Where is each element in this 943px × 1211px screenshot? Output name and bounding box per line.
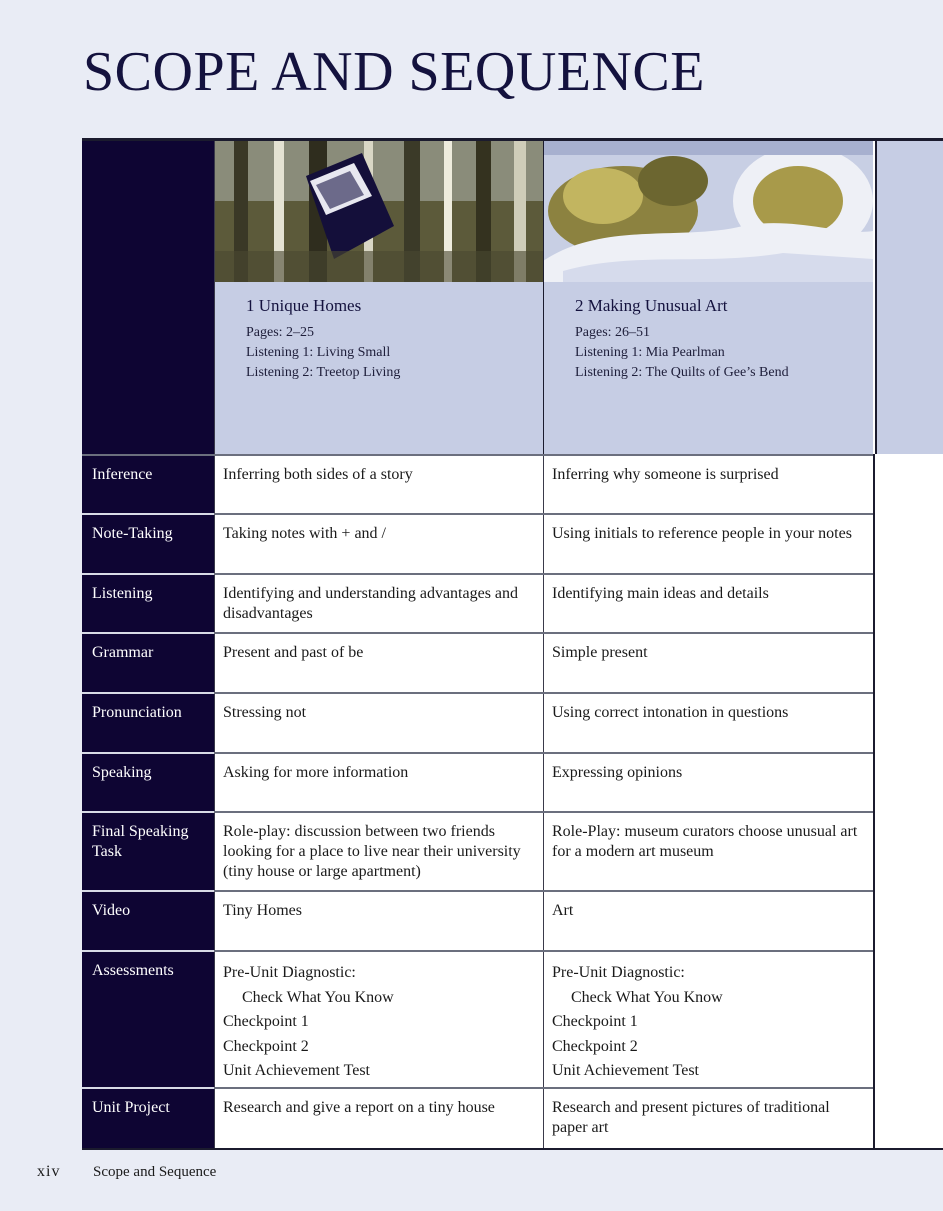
row-label-final-speaking-task: Final Speaking Task	[92, 823, 189, 860]
label-divider	[82, 950, 214, 952]
page-number: xiv	[37, 1163, 61, 1180]
row-label-note-taking: Note-Taking	[92, 525, 173, 542]
row-label-speaking: Speaking	[92, 764, 152, 781]
unit-2-pages: Pages: 26–51	[575, 325, 651, 340]
table-row	[82, 1087, 873, 1148]
assessment-item: Checkpoint 2	[223, 1037, 309, 1055]
cell: Expressing opinions	[552, 764, 683, 781]
unit-1-photo	[214, 141, 543, 282]
table-row	[82, 632, 873, 692]
assessment-item: Checkpoint 1	[552, 1013, 638, 1030]
cell: Identifying main ideas and details	[552, 585, 769, 602]
cell: Research and present pictures of traditional paper art	[552, 1099, 830, 1136]
assessment-item: Checkpoint 1	[223, 1013, 309, 1030]
assessments-cell	[223, 961, 535, 1084]
label-divider	[82, 692, 214, 694]
unit-2-title: 2 Making Unusual Art	[575, 296, 728, 315]
row-label-listening: Listening	[92, 585, 153, 602]
unit-3-header-partial	[875, 141, 943, 454]
unit-1-listening-2: Listening 2: Treetop Living	[246, 365, 401, 380]
unit-1-listening-1: Listening 1: Living Small	[246, 345, 391, 360]
label-divider	[82, 1087, 214, 1089]
unit-1-title: 1 Unique Homes	[246, 296, 362, 315]
unit-1-meta	[246, 323, 400, 383]
cell: Tiny Homes	[223, 902, 302, 919]
row-label-pronunciation: Pronunciation	[92, 704, 182, 721]
table-right-edge	[873, 454, 875, 1148]
row-label-grammar: Grammar	[92, 644, 154, 661]
cell: Art	[552, 902, 574, 919]
cell: Research and give a report on a tiny house	[223, 1099, 495, 1116]
cell: Asking for more information	[223, 764, 409, 781]
table-row	[82, 454, 873, 513]
table-bottom-line	[82, 1148, 943, 1150]
row-label-assessments: Assessments	[92, 962, 174, 979]
cell: Identifying and understanding advantages and disadvantages	[223, 585, 519, 622]
table-row	[82, 890, 873, 950]
cell: Present and past of be	[223, 644, 364, 661]
cell: Inferring both sides of a story	[223, 466, 413, 483]
table-row	[82, 811, 873, 890]
label-divider	[82, 752, 214, 754]
scope-sequence-table	[82, 138, 943, 1148]
table-row	[82, 573, 873, 632]
unit-2-listening-1: Listening 1: Mia Pearlman	[575, 345, 725, 360]
cell: Using initials to reference people in your notes	[552, 525, 852, 542]
row-label-inference: Inference	[92, 466, 153, 483]
assessment-item: Check What You Know	[571, 988, 723, 1006]
table-row	[82, 752, 873, 811]
label-divider	[82, 513, 214, 515]
cell: Using correct intonation in questions	[552, 704, 789, 721]
unit-2-header	[543, 141, 873, 454]
unit-2-meta	[575, 323, 789, 383]
label-divider	[82, 573, 214, 575]
cell: Inferring why someone is surprised	[552, 466, 779, 483]
column-divider	[543, 141, 544, 454]
row-label-unit-project: Unit Project	[92, 1099, 170, 1116]
label-divider	[82, 890, 214, 892]
assessment-item: Pre-Unit Diagnostic:	[552, 964, 685, 981]
cell: Simple present	[552, 644, 648, 661]
table-row	[82, 513, 873, 573]
assessment-item: Check What You Know	[242, 988, 394, 1006]
unit-2-photo	[543, 141, 873, 282]
table-row	[82, 692, 873, 752]
label-divider	[82, 811, 214, 813]
row-label-video: Video	[92, 902, 131, 919]
page-title: SCOPE AND SEQUENCE	[83, 41, 705, 103]
footer-label: Scope and Sequence	[93, 1164, 217, 1180]
cell: Stressing not	[223, 704, 307, 721]
assessment-item: Checkpoint 2	[552, 1037, 638, 1055]
assessments-cell	[552, 961, 864, 1084]
unit-1-pages: Pages: 2–25	[246, 325, 315, 340]
assessment-item: Pre-Unit Diagnostic:	[223, 964, 356, 981]
unit-2-listening-2: Listening 2: The Quilts of Gee’s Bend	[575, 365, 789, 380]
cell: Role-Play: museum curators choose unusual art for a modern art museum	[552, 823, 858, 860]
cell: Role-play: discussion between two friends looking for a place to live near their university (tiny house or large apartment)	[223, 823, 521, 880]
assessment-item: Unit Achievement Test	[223, 1062, 370, 1079]
label-divider	[82, 632, 214, 634]
cell: Taking notes with + and /	[223, 525, 386, 542]
assessment-item: Unit Achievement Test	[552, 1062, 699, 1079]
unit-1-header	[214, 141, 543, 454]
table-row	[82, 950, 873, 1087]
